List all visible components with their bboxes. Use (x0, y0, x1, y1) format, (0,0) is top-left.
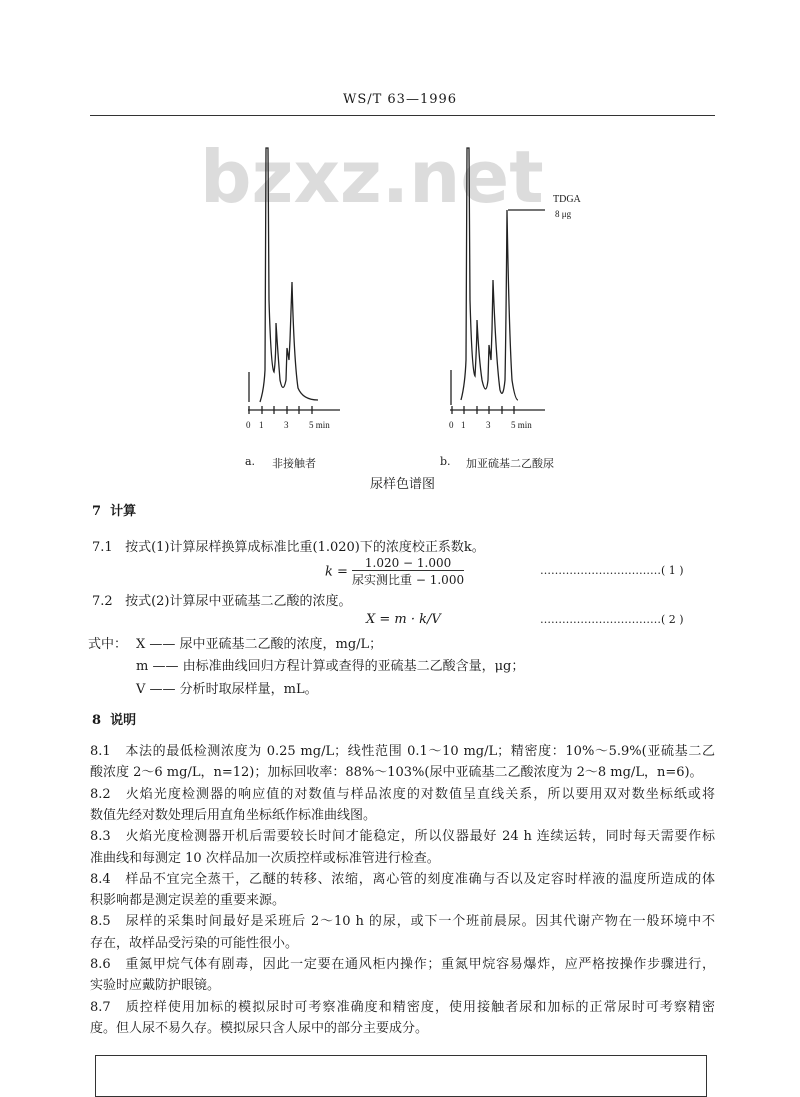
caption-b-label: b. (440, 455, 451, 468)
paragraph-7-2 (92, 590, 352, 609)
clause-number: 7.2 (92, 594, 113, 609)
section-title: 计算 (110, 504, 137, 519)
chromatogram-figure (0, 0, 800, 500)
clause-text: 准曲线和每测定 10 次样品加一次质控样或标准管进行检查。 (90, 850, 440, 866)
paragraph-line (90, 761, 715, 780)
caption-a-label: a. (245, 455, 256, 468)
paragraph-line (90, 889, 715, 908)
where-item: V —— 分析时取尿样量，mL。 (136, 682, 318, 697)
clause-text: 按式(1)计算尿样换算成标准比重(1.020)下的浓度校正系数k。 (125, 540, 485, 555)
watermark: bzxz.net (200, 135, 544, 219)
formula-lhs: k = (325, 564, 348, 580)
clause-text: 本法的最低检测浓度为 0.25 mg/L；线性范围 0.1～10 mg/L；精密度：10%～5.9%(亚硫基二乙 (124, 744, 715, 759)
where-item: m —— 由标准曲线回归方程计算或查得的亚硫基二乙酸含量，μg； (136, 659, 525, 674)
clause-text: 数值先经对数处理后用直角坐标纸作标准曲线图。 (90, 807, 377, 823)
paragraph-line (90, 804, 715, 823)
tick-label: 1 (259, 420, 264, 430)
tick-label: 0 (449, 420, 454, 430)
clause-text: 火焰光度检测器的响应值的对数值与样品浓度的对数值呈直线关系，所以要用双对数坐标纸或将 (124, 786, 715, 802)
section-7-heading (92, 500, 136, 519)
fraction-denominator: 尿实测比重 − 1.000 (352, 573, 465, 587)
paragraph-line (90, 974, 715, 993)
clause-text: 存在，故样品受污染的可能性很小。 (90, 935, 299, 951)
section-number: 8 (92, 713, 102, 728)
paragraph-line (90, 740, 715, 759)
standard-code-header: WS/T 63—1996 (342, 92, 458, 107)
tick-label: 5 min (511, 420, 532, 430)
caption-b: 加亚硫基二乙酸尿 (466, 457, 554, 470)
formula-2: X = m · k/V (366, 612, 441, 627)
section-8-heading (92, 709, 136, 728)
paragraph-7-1 (92, 536, 485, 555)
clause-text: 酸浓度 2～6 mg/L，n=12)；加标回收率：88%～103%(尿中亚硫基二乙酸浓度为 2～8 mg/L，n=6)。 (90, 765, 703, 781)
clause-number: 8.2 (90, 786, 111, 802)
clause-text: 质控样使用加标的模拟尿时可考察准确度和精密度，使用接触者尿和加标的正常尿时可考察精密 (124, 999, 715, 1015)
tick-label: 1 (461, 420, 466, 430)
clause-number: 8.7 (90, 999, 111, 1015)
formula-1-tag: ……………………………( 1 ) (540, 564, 684, 577)
paragraph-line (90, 1017, 715, 1036)
paragraph-line (90, 932, 715, 951)
formula-1 (325, 556, 464, 588)
where-label: 式中： (88, 637, 128, 652)
paragraph-line (90, 847, 715, 866)
where-item: X —— 尿中亚硫基二乙酸的浓度，mg/L； (136, 637, 383, 652)
trace-a (260, 148, 318, 402)
figure-title: 尿样色谱图 (370, 477, 436, 492)
tick-label: 3 (486, 420, 491, 430)
clause-text: 按式(2)计算尿中亚硫基二乙酸的浓度。 (125, 594, 352, 609)
paragraph-line (90, 996, 715, 1015)
clause-text: 样品不宜完全蒸干，乙醚的转移、浓缩，离心管的刻度准确与否以及定容时样液的温度所造成的体 (124, 871, 715, 887)
paragraph-line (90, 783, 715, 802)
clause-text: 尿样的采集时间最好是采班后 2～10 h 的尿，或下一个班前晨尿。因其代谢产物在一般环境中不 (124, 914, 715, 930)
paragraph-line (90, 868, 715, 887)
tick-label: 5 min (309, 420, 330, 430)
fraction-numerator: 1.020 − 1.000 (352, 556, 464, 571)
clause-text: 积影响都是测定误差的重要来源。 (90, 893, 286, 909)
tick-label: 3 (284, 420, 289, 430)
clause-number: 8.4 (90, 871, 111, 887)
paragraph-line (90, 825, 715, 844)
formula-2-tag: ……………………………( 2 ) (540, 613, 684, 626)
clause-text: 度。但人尿不易久存。模拟尿只含人尿中的部分主要成分。 (90, 1020, 429, 1036)
clause-number: 8.5 (90, 914, 111, 930)
section-title: 说明 (110, 713, 137, 728)
clause-text: 火焰光度检测器开机后需要较长时间才能稳定，所以仪器最好 24 h 连续运转，同时每天需要作标 (124, 829, 715, 845)
clause-number: 8.1 (90, 744, 111, 759)
caption-a: 非接触者 (272, 457, 316, 470)
paragraph-line (90, 910, 715, 929)
clause-number: 8.6 (90, 957, 111, 972)
tick-label: 0 (246, 420, 251, 430)
section-number: 7 (92, 504, 102, 519)
tdga-amount: 8 μg (555, 209, 572, 219)
chromatogram-b (450, 148, 545, 414)
clause-text: 重氮甲烷气体有剧毒，因此一定要在通风柜内操作；重氮甲烷容易爆炸，应严格按操作步骤进行， (124, 957, 715, 972)
clause-text: 实验时应戴防护眼镜。 (90, 978, 221, 994)
clause-number: 8.3 (90, 829, 111, 845)
fraction (352, 556, 464, 588)
paragraph-line (90, 953, 715, 972)
chromatogram-a (248, 148, 340, 414)
clause-number: 7.1 (92, 540, 113, 555)
trace-b (461, 148, 518, 400)
tdga-label: TDGA (553, 194, 581, 205)
